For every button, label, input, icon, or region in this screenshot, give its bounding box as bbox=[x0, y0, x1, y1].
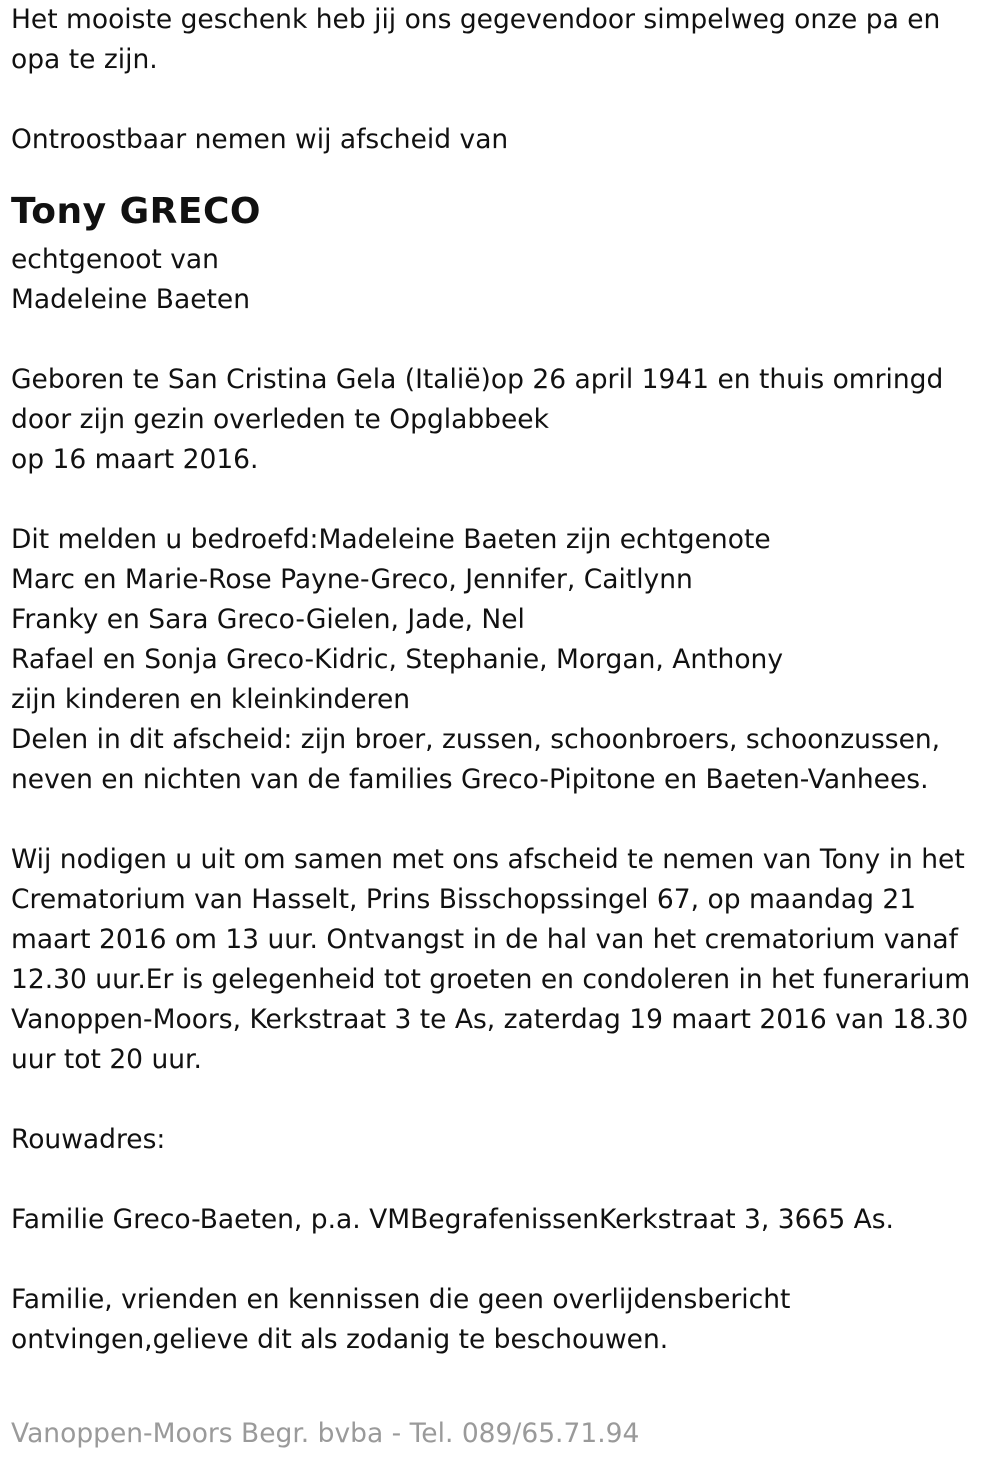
notice-line-2: ontvingen,gelieve dit als zodanig te beschouwen. bbox=[11, 1324, 669, 1355]
intro-line-1: Het mooiste geschenk heb jij ons gegevendoor simpelweg onze pa en bbox=[11, 4, 941, 35]
birth-death-line-3: op 16 maart 2016. bbox=[11, 444, 259, 475]
family-line-7: neven en nichten van de families Greco-Pipitone en Baeten-Vanhees. bbox=[11, 764, 929, 795]
notice-line-1: Familie, vrienden en kennissen die geen overlijdensbericht bbox=[11, 1284, 791, 1315]
ceremony-line-4: 12.30 uur.Er is gelegenheid tot groeten en condoleren in het funerarium bbox=[11, 964, 971, 995]
family-line-4: Rafael en Sonja Greco-Kidric, Stephanie, Morgan, Anthony bbox=[11, 644, 784, 675]
relation-line-2: Madeleine Baeten bbox=[11, 284, 250, 315]
birth-death-line-2: door zijn gezin overleden te Opglabbeek bbox=[11, 404, 549, 435]
family-line-2: Marc en Marie-Rose Payne-Greco, Jennifer, Caitlynn bbox=[11, 564, 693, 595]
address-label: Rouwadres: bbox=[11, 1124, 166, 1155]
family-line-1: Dit melden u bedroefd:Madeleine Baeten zijn echtgenote bbox=[11, 524, 771, 555]
family-line-6: Delen in dit afscheid: zijn broer, zussen, schoonbroers, schoonzussen, bbox=[11, 724, 941, 755]
funeral-home-footer: Vanoppen-Moors Begr. bvba - Tel. 089/65.71.94 bbox=[11, 1418, 640, 1449]
relation-line-1: echtgenoot van bbox=[11, 244, 219, 275]
birth-death-line-1: Geboren te San Cristina Gela (Italië)op 26 april 1941 en thuis omringd bbox=[11, 364, 944, 395]
ceremony-line-2: Crematorium van Hasselt, Prins Bisschopssingel 67, op maandag 21 bbox=[11, 884, 917, 915]
deceased-name: Tony GRECO bbox=[11, 191, 262, 232]
ceremony-line-6: uur tot 20 uur. bbox=[11, 1044, 202, 1075]
ceremony-line-1: Wij nodigen u uit om samen met ons afscheid te nemen van Tony in het bbox=[11, 844, 965, 875]
address-value: Familie Greco-Baeten, p.a. VMBegrafenissenKerkstraat 3, 3665 As. bbox=[11, 1204, 894, 1235]
intro-line-2: opa te zijn. bbox=[11, 44, 158, 75]
ceremony-line-3: maart 2016 om 13 uur. Ontvangst in de hal van het crematorium vanaf bbox=[11, 924, 958, 955]
ceremony-line-5: Vanoppen-Moors, Kerkstraat 3 te As, zaterdag 19 maart 2016 van 18.30 bbox=[11, 1004, 969, 1035]
family-line-5: zijn kinderen en kleinkinderen bbox=[11, 684, 411, 715]
family-line-3: Franky en Sara Greco-Gielen, Jade, Nel bbox=[11, 604, 525, 635]
obituary-notice bbox=[11, 0, 991, 1360]
farewell-intro: Ontroostbaar nemen wij afscheid van bbox=[11, 124, 509, 155]
